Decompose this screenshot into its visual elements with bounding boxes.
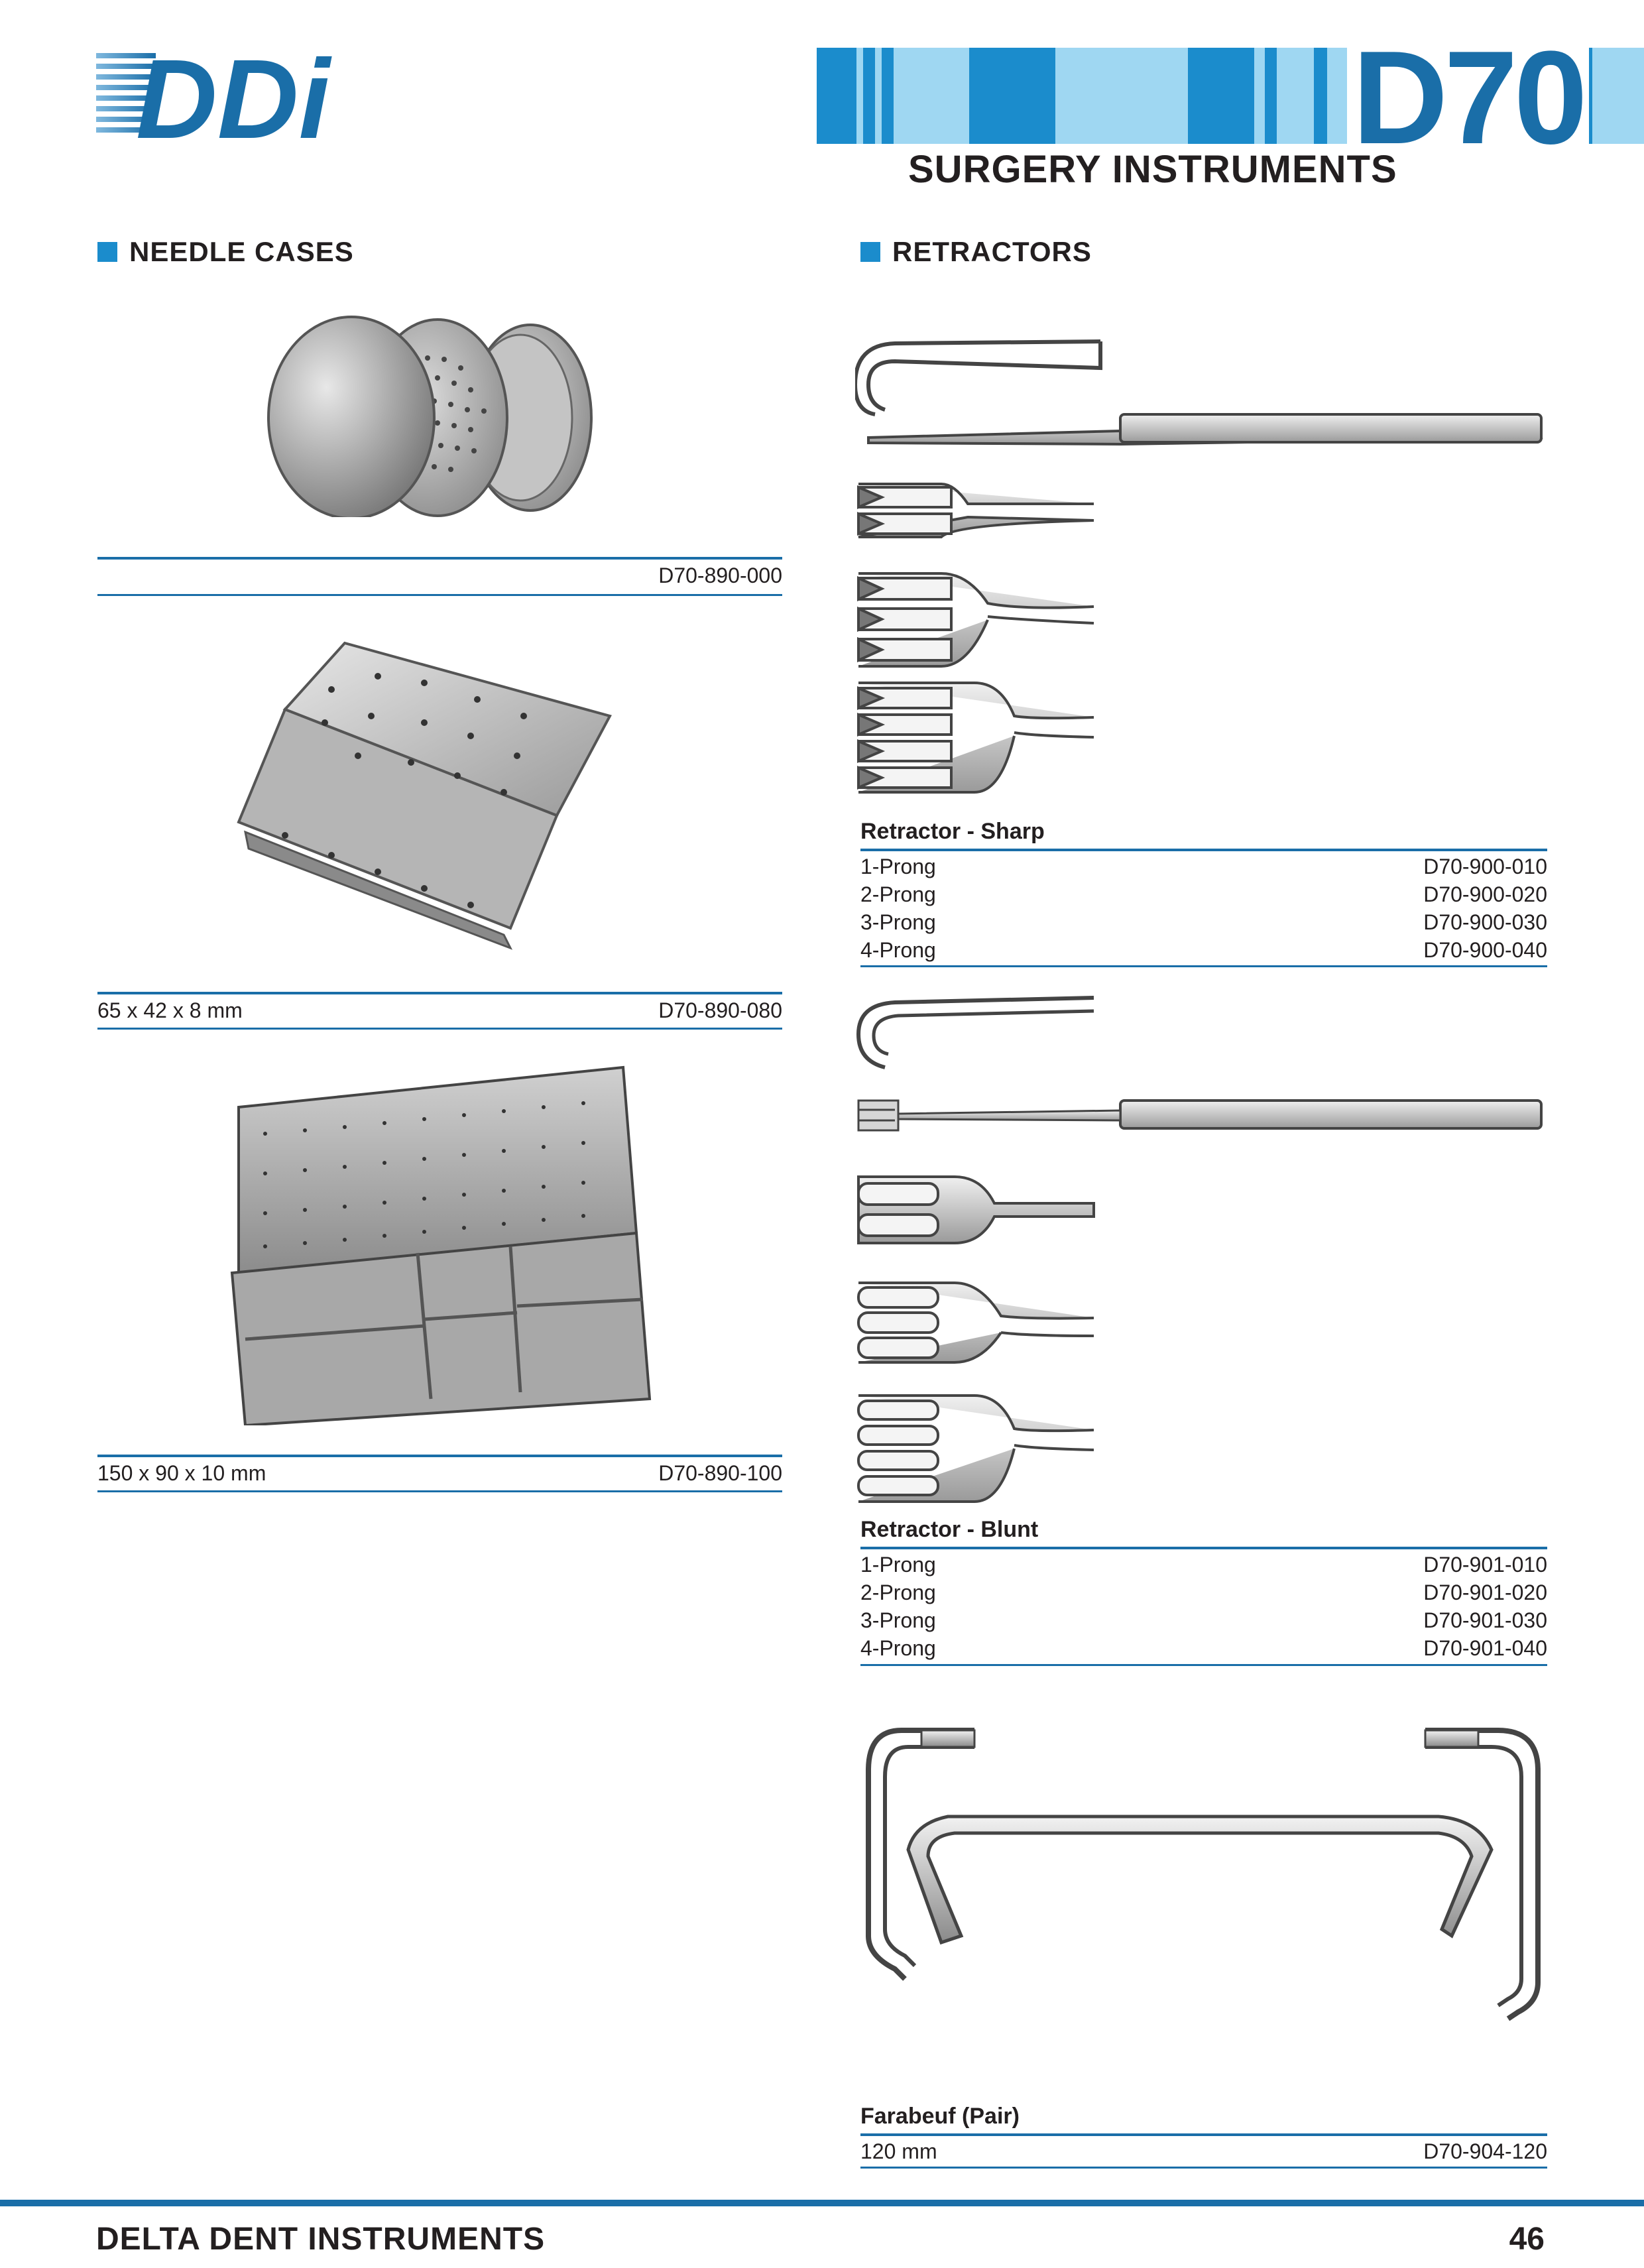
- needle-case-size: 150 x 90 x 10 mm: [97, 1461, 266, 1485]
- row-label: 1-Prong: [860, 1553, 936, 1577]
- rule: [860, 1664, 1547, 1666]
- blunt-retractor-table: [860, 1551, 1547, 1662]
- table-row: [860, 1634, 1547, 1662]
- farabeuf-retractor-image: [855, 1717, 1551, 2035]
- needle-case-code: D70-890-100: [658, 1461, 782, 1485]
- row-label: 3-Prong: [860, 910, 936, 934]
- needle-case-size: 65 x 42 x 8 mm: [97, 998, 243, 1022]
- table-row: [860, 1579, 1547, 1606]
- round-needle-case-image: [245, 312, 616, 517]
- retractors-heading: [860, 236, 1092, 268]
- needle-cases-title: NEEDLE CASES: [129, 236, 354, 267]
- table-row: [860, 2137, 1547, 2165]
- footer-company: DELTA DENT INSTRUMENTS: [96, 2222, 546, 2257]
- table-row: [860, 1551, 1547, 1579]
- row-label: 3-Prong: [860, 1608, 936, 1632]
- row-code: D70-901-010: [1423, 1553, 1547, 1577]
- page-number: 46: [1509, 2222, 1545, 2257]
- ddi-logo: [96, 46, 348, 146]
- section-square-icon: [860, 242, 880, 262]
- rule: [860, 849, 1547, 851]
- row-label: 1-Prong: [860, 855, 936, 878]
- farabeuf-title: Farabeuf (Pair): [860, 2104, 1020, 2129]
- rule: [860, 1547, 1547, 1549]
- table-row: [860, 853, 1547, 880]
- section-square-icon: [97, 242, 117, 262]
- row-label: 2-Prong: [860, 1581, 936, 1604]
- row-code: D70-900-020: [1423, 882, 1547, 906]
- rule: [860, 965, 1547, 967]
- row-code: D70-900-030: [1423, 910, 1547, 934]
- retractors-title: RETRACTORS: [892, 236, 1092, 267]
- sharp-retractor-title: Retractor - Sharp: [860, 819, 1045, 844]
- row-code: D70-901-030: [1423, 1608, 1547, 1632]
- rule: [97, 1028, 782, 1030]
- page-subtitle: SURGERY INSTRUMENTS: [908, 148, 1397, 191]
- table-row: [860, 908, 1547, 936]
- needle-case-code: D70-890-080: [658, 998, 782, 1022]
- sharp-retractor-table: [860, 853, 1547, 964]
- row-label: 2-Prong: [860, 882, 936, 906]
- row-label: 4-Prong: [860, 938, 936, 962]
- table-row: [860, 1606, 1547, 1634]
- row-label: 4-Prong: [860, 1636, 936, 1660]
- needle-cases-heading: [97, 236, 354, 268]
- row-code: D70-904-120: [1423, 2139, 1547, 2163]
- blunt-retractor-title: Retractor - Blunt: [860, 1517, 1039, 1542]
- large-needle-tray-image: [225, 1054, 656, 1425]
- row-code: D70-901-040: [1423, 1636, 1547, 1660]
- sharp-retractor-image: [855, 331, 1551, 796]
- row-label: 120 mm: [860, 2139, 937, 2163]
- blunt-retractor-image: [855, 988, 1551, 1505]
- rule: [97, 557, 782, 560]
- rule: [97, 1490, 782, 1492]
- small-needle-box-image: [225, 636, 623, 968]
- rule: [860, 2167, 1547, 2169]
- footer-rule: [0, 2200, 1644, 2206]
- rule: [97, 594, 782, 596]
- row-code: D70-901-020: [1423, 1581, 1547, 1604]
- row-code: D70-900-010: [1423, 855, 1547, 878]
- catalog-code: D70: [1347, 32, 1589, 151]
- rule: [97, 992, 782, 994]
- row-code: D70-900-040: [1423, 938, 1547, 962]
- table-row: [860, 880, 1547, 908]
- rule: [860, 2133, 1547, 2136]
- farabeuf-table: [860, 2137, 1547, 2165]
- table-row: [860, 936, 1547, 964]
- logo-text: DDi: [136, 46, 330, 146]
- needle-case-code: D70-890-000: [658, 564, 782, 587]
- rule: [97, 1455, 782, 1457]
